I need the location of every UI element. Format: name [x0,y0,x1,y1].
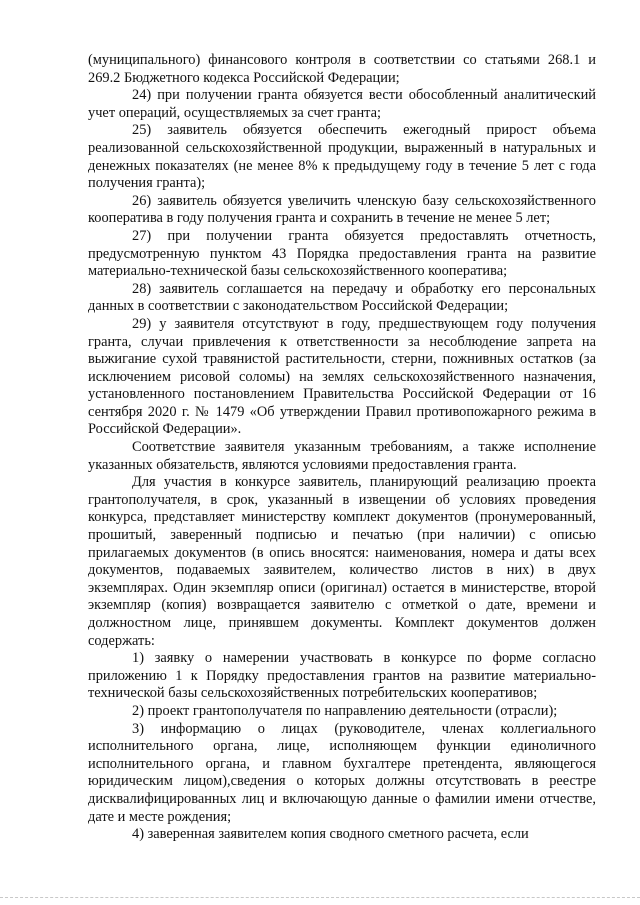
page-bottom-divider [0,897,640,899]
paragraph-doc-item-2: 2) проект грантополучателя по направлению деятельности (отрасли); [132,702,558,719]
paragraph-item-28: 28) заявитель соглашается на передачу и обработку его персональных данных в соответствии с законодательством Российской Федерации; [88,280,596,315]
paragraph-item-26: 26) заявитель обязуется увеличить членскую базу сельскохозяйственного кооператива в году получения гранта и сохранить в течение не менее 5 лет; [88,192,596,227]
paragraph-doc-item-3: 3) информацию о лицах (руководителе, членах коллегиального исполнительного органа, лице, исполняющем функции единоличного исполнительного органа, и главном бухгалтере претендента, являющегося юридическим лицом),сведения о которых должны отсутствовать в реестре дисквалифицированных лиц и включающую данные о фамилии имени отчестве, дате и месте рождения; [88,720,596,825]
paragraph-doc-item-1: 1) заявку о намерении участвовать в конкурсе по форме согласно приложению 1 к Порядку предоставления грантов на развитие материально-технической базы сельскохозяйственных потребительских кооперативов; [88,650,596,702]
paragraph-item-27: 27) при получении гранта обязуется предоставлять отчетность, предусмотренную пунктом 43 Порядка предоставления гранта на развитие материально-технической базы сельскохозяйственного кооператива; [88,227,596,280]
paragraph-continuation: (муниципального) финансового контроля в соответствии со статьями 268.1 и 269.2 Бюджетного кодекса Российской Федерации; [88,52,596,86]
paragraph-item-25: 25) заявитель обязуется обеспечить ежегодный прирост объема реализованной сельскохозяйственной продукции, выраженный в натуральных и денежных показателях (не менее 8% к предыдущему году в течение 5 лет с года получения гранта); [88,122,596,192]
paragraph-application-procedure: Для участия в конкурсе заявитель, планирующий реализацию проекта грантополучателя, в срок, указанный в извещении об условиях проведения конкурса, представляет министерству комплект документов (пронумерованный, прошитый, заверенный подписью и печатью (при наличии) с описью прилагаемых документов (в опись вносятся: наименования, номера и даты всех документов, подаваемых заявителем, количество листов в них) в двух экземплярах. Один экземпляр описи (оригинал) остается в министерстве, второй экземпляр (копия) возвращается заявителю с отметкой о дате, времени и должностном лице, принявшем документы. Комплект документов должен содержать: [88,474,596,649]
paragraph-item-24: 24) при получении гранта обязуется вести обособленный аналитический учет операций, осуществляемых за счет гранта; [88,87,596,121]
paragraph-conditions: Соответствие заявителя указанным требованиям, а также исполнение указанных обязательств, являются условиями предоставления гранта. [88,439,596,473]
paragraph-doc-item-4: 4) заверенная заявителем копия сводного сметного расчета, если [132,826,529,843]
paragraph-item-29: 29) у заявителя отсутствуют в году, предшествующем году получения гранта, случаи привлечения к ответственности за несоблюдение запрета на выжигание сухой травянистой растительности, стерни, пожнивных остатков (за исключением рисовой соломы) на землях сельскохозяйственного назначения, установленного постановлением Правительства Российской Федерации от 16 сентября 2020 г. № 1479 «Об утверждении Правил противопожарного режима в Российской Федерации». [88,315,596,438]
